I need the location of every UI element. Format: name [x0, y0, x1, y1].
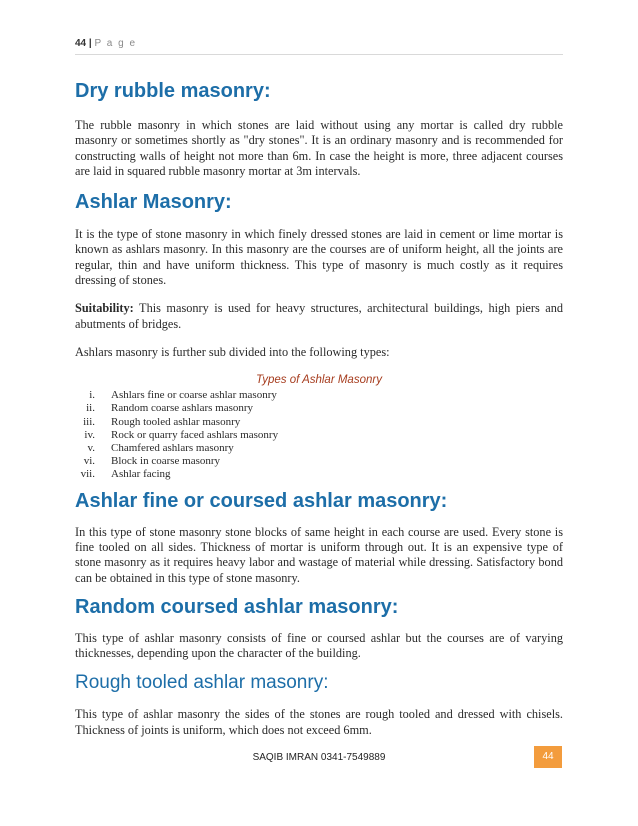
paragraph-random-coursed: This type of ashlar masonry consists of fine or coursed ashlar but the courses are of varying thicknesses, depending upon the character of the building. [75, 630, 563, 661]
paragraph-dry-rubble: The rubble masonry in which stones are laid without using any mortar is called dry rubble masonry or sometimes shortly as "dry stones". It is an ordinary masonry and is recommended for constructing walls of height not more than 6m. In case the height is more, three adjacent courses are laid in squared rubble masonry mortar at 3m intervals. [75, 118, 563, 178]
page-header [75, 38, 563, 55]
paragraph-ashlar-fine: In this type of stone masonry stone blocks of same height in each course are used. Every stone is fine tooled on all sides. Thickness of mortar is uniform through out. It is an expensive type of stone masonry as it requires heavy labor and wastage of material while dressing. Satisfactory bond can be obtained in this type of stone masonry. [75, 524, 563, 585]
list-item [75, 455, 563, 468]
paragraph-ashlar: It is the type of stone masonry in which finely dressed stones are laid in cement or lime mortar is known as ashlars masonry. In this masonry are the courses are of uniform height, all the joints are regular, thin and have uniform thickness. This type of masonry is much costly as it requires dressing of stones. [75, 227, 563, 288]
page-content [75, 66, 563, 738]
section-heading-random-coursed: Random coursed ashlar masonry: [75, 595, 399, 618]
section-heading-ashlar: Ashlar Masonry: [75, 191, 232, 214]
paragraph-suitability [75, 301, 563, 332]
list-item-text: Ashlars fine or coarse ashlar masonry [111, 389, 277, 402]
list-item-text: Rough tooled ashlar masonry [111, 415, 241, 428]
list-item-text: Rock or quarry faced ashlars masonry [111, 428, 279, 441]
list-item-number: ii. [86, 402, 95, 415]
list-item-number: v. [87, 442, 95, 455]
list-item [75, 442, 563, 455]
list-item-text: Ashlar facing [111, 468, 171, 481]
list-item-number: i. [89, 389, 95, 402]
section-heading-rough-tooled: Rough tooled ashlar masonry: [75, 672, 329, 694]
list-item [75, 389, 563, 402]
suitability-label: Suitability: [75, 301, 134, 316]
list-item-number: vi. [83, 455, 95, 468]
list-item-number: vii. [80, 468, 95, 481]
page-number-badge: 44 [534, 746, 562, 768]
list-item [75, 402, 563, 415]
list-item-number: iii. [83, 415, 95, 428]
list-item-text: Random coarse ashlars masonry [111, 402, 254, 415]
list-item-number: iv. [84, 428, 95, 441]
header-separator: | [88, 38, 92, 49]
list-item [75, 416, 563, 429]
paragraph-subdivided: Ashlars masonry is further sub divided into the following types: [75, 344, 390, 359]
header-page-number: 44 [75, 38, 87, 49]
page-footer: SAQIB IMRAN 0341-7549889 [252, 752, 386, 763]
header-page-word: P a g e [94, 38, 137, 49]
section-heading-ashlar-fine: Ashlar fine or coursed ashlar masonry: [75, 489, 448, 512]
list-item-text: Block in coarse masonry [111, 455, 221, 468]
list-title: Types of Ashlar Masonry [256, 374, 382, 387]
list-item-text: Chamfered ashlars masonry [111, 442, 234, 455]
types-list [75, 389, 563, 481]
suitability-text: This masonry is used for heavy structures, architectural buildings, high piers and abutments of bridges. [75, 301, 563, 331]
paragraph-rough-tooled: This type of ashlar masonry the sides of the stones are rough tooled and dressed with chisels. Thickness of joints is uniform, which does not exceed 6mm. [75, 707, 563, 737]
list-item [75, 468, 563, 481]
list-item [75, 429, 563, 442]
section-heading-dry-rubble: Dry rubble masonry: [75, 80, 271, 102]
